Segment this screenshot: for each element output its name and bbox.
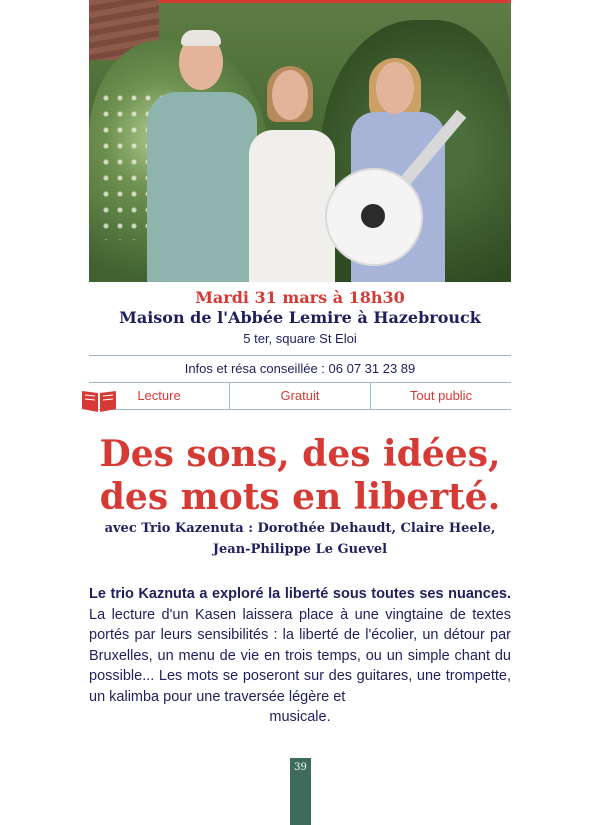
- guitar-soundhole: [361, 204, 385, 228]
- event-tags: [89, 383, 511, 409]
- man-hair: [181, 30, 221, 46]
- performers-line-2: Jean-Philippe Le Guevel: [212, 542, 388, 557]
- event-title: [0, 433, 600, 519]
- tag-audience: Tout public: [370, 383, 511, 409]
- performers: [0, 518, 600, 560]
- man-figure: [147, 92, 257, 282]
- performers-line-1: avec Trio Kazenuta : Dorothée Dehaudt, Claire Heele,: [104, 521, 496, 536]
- booking-info: Infos et résa conseillée : 06 07 31 23 89: [184, 361, 416, 376]
- tag-price: Gratuit: [229, 383, 370, 409]
- event-date: Mardi 31 mars à 18h30: [195, 288, 405, 307]
- description-text: La lecture d'un Kasen laissera place à une vingtaine de textes portés par leurs sensibilités : la liberté de l'écolier, un détour par Bruxelles, un menu de vie en trois temps, ou un simple chant du possible... Les mots se poseront sur des guitares, une trompette, un kalimba pour une traversée légère et: [89, 606, 511, 705]
- woman-center-figure: [249, 130, 335, 282]
- event-address: 5 ter, square St Eloi: [243, 331, 357, 346]
- woman-center-head: [272, 70, 308, 120]
- title-line-2: des mots en liberté.: [99, 476, 501, 518]
- description-last-line: musicale.: [269, 709, 331, 725]
- divider-top: [89, 355, 511, 356]
- description-lead: Le trio Kaznuta a exploré la liberté sous toutes ses nuances.: [89, 586, 511, 602]
- book-icon: [80, 386, 118, 414]
- event-venue: Maison de l'Abbée Lemire à Hazebrouck: [119, 308, 481, 327]
- description: [89, 584, 511, 728]
- page-number: 39: [294, 762, 307, 773]
- tag-category: Lecture: [137, 388, 181, 403]
- divider-bottom: [89, 409, 511, 410]
- title-line-1: Des sons, des idées,: [99, 433, 501, 475]
- guitar: [325, 168, 423, 266]
- woman-right-head: [376, 62, 414, 114]
- trio-photo: [89, 0, 511, 282]
